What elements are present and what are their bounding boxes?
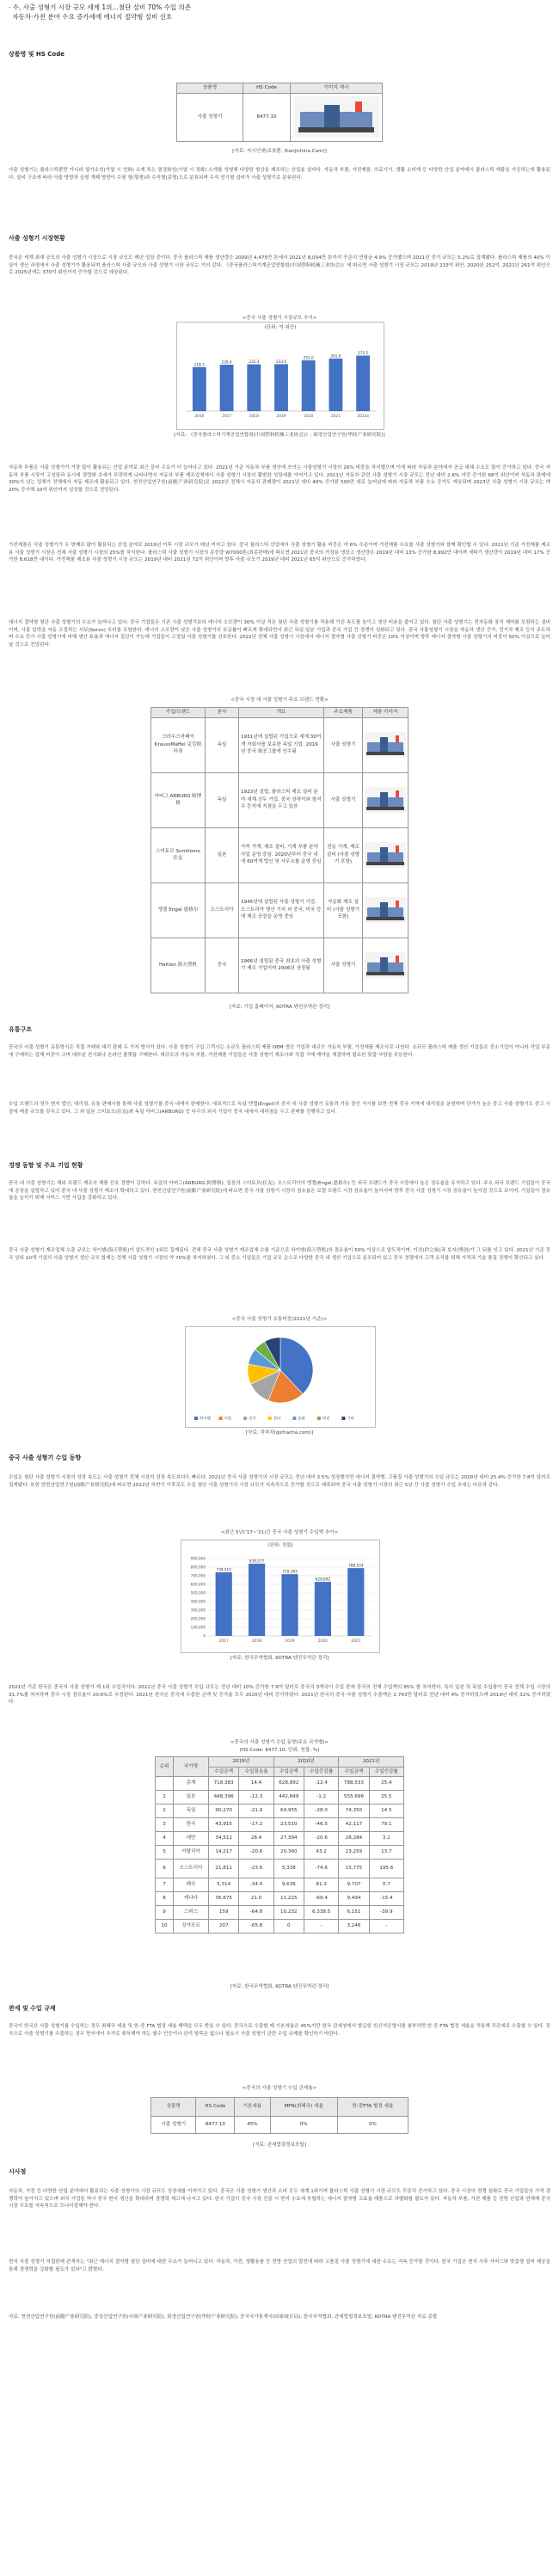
import-value: 36,675 (209, 1892, 239, 1906)
y-tick-label: 100,000 (190, 1625, 206, 1630)
import-value: -46.5 (304, 1818, 339, 1832)
company-name: 크라우스마페이 KraussMaffei 克劳斯玛菲 (151, 717, 206, 772)
import-value: 20,360 (273, 1846, 304, 1860)
data-label: 788,533 (348, 1563, 364, 1568)
x-tick-label: 2018 (252, 1638, 262, 1644)
import-value: 207 (209, 1920, 239, 1934)
injection-machine-image (365, 842, 406, 868)
import-country: 대만 (174, 1832, 209, 1846)
injection-machine-image (365, 732, 406, 758)
import-th-growth-2020: 수입증감률 (304, 1767, 339, 1777)
import-value: 718,383 (209, 1777, 239, 1791)
import-value: 6,151 (339, 1906, 369, 1920)
company-table-caption: [자료: 기업 홈페이지, KOTRA 텐진무역관 정리] (229, 1005, 330, 1010)
bar (247, 364, 261, 410)
y-tick-label: 200,000 (190, 1616, 206, 1621)
hs-paragraph: 사출 성형기는 플라스틱뿐만 아니라 열가소성(가열 시 연화) 소재 또는 열경화성(가열 시 경화) 소재를 성형해 다양한 형상을 제조하는 산업용 설비다. 자동차 부품, 가전제품, 의료기기, 생활 소비재 등 다양한 산업 분야에서 플라스틱 제품을 가공하는데 활용된다. 설비 구조에 따라 사출 방향과 금형 개폐 방향이 수평 형(횡형)과 수직형(종형)으로 분류되며 수직 전기형 설비가 사출 성형기로 분류된다. (9, 168, 550, 181)
import-value: 5,314 (209, 1878, 239, 1892)
import-value: 10,232 (273, 1906, 304, 1920)
legend-swatch (292, 1417, 296, 1420)
pie-chart-title: <중국 사출 성형기 유통비중(2021년 기준)> (231, 1317, 328, 1322)
company-th-0: 기업/브랜드 (151, 708, 206, 718)
y-tick-label: 600,000 (190, 1582, 206, 1587)
import-th-amount-2019: 수입금액 (209, 1767, 239, 1777)
import-value: 9,707 (339, 1878, 369, 1892)
tariff-td-2: 45% (235, 2117, 270, 2134)
hs-product-code: 8477.10 (243, 93, 291, 141)
import-paragraph-1: 수입은 첨단 사출 성형기 시장의 성장 속도는 사출 성형기 전체 시장의 성장 속도보다도 빠르다. 2021년 중국 사출 성형기의 시장 규모는 전년 대비 3.5% 성장했지만 에너지 절약형, 고품질 사출 성형기의 수입 규모는 2020년 대비 25.4% 증가한 7.8억 달러로 집계됐다. 또한 현전산업연구원(前瞻产业研究院)에 따르면 2022년 하반기 이후로도 수입 첨단 사출 성형기의 시장 규모가 지속적으로 증가할 것으로 예측되며 중국 사출 성형기 시장의 최근 5년 간 사출 성형기 수입 추세는 다음과 같다. (9, 1475, 550, 1488)
injection-machine-image (365, 897, 406, 923)
import-rank: 5 (156, 1846, 174, 1860)
company-table-wrap (9, 707, 550, 993)
company-product-image (363, 882, 408, 938)
import-value: 555,696 (339, 1791, 369, 1804)
legend-label: 진다 (273, 1417, 281, 1422)
market-chart-title: <중국 사출 성형기 시장규모 추이> (242, 316, 317, 321)
import-rank: 9 (156, 1906, 174, 1920)
x-tick-label: 2017 (218, 1638, 229, 1644)
market-section-title: 사출 성형기 시장현황 (9, 235, 65, 242)
import-value: - (369, 1920, 403, 1934)
import-value: 21.0 (239, 1892, 273, 1906)
hs-product-name: 사출 성형기 (177, 93, 243, 141)
import-value: 6,338.5 (304, 1906, 339, 1920)
import-paragraph-2: 2021년 기준 한국은 중국의 사출 성형기 제 1위 수입국이다. 2021년 중국 사출 성형기 수입 규모는 전년 대비 10% 증가한 7.9억 달러로 중국의 3개국이 수입 중에 중국의 전체 수입액의 85% 를 차지한다. 특히 일본 및 독일 수입품이 중국 전체 수입 시장의 31.7%를 차지하며 중국 시장 점유율이 20.6%로 추정된다. 2021년 한국은 중국에 수출한 금액 및 증가율 모두 2020년 대비 증가하였다. 2021년 한국의 중국 사출 성형기 수출액은 2,743만 달러로 전년 대비 4% 증가하였으며 2019년 대비 32% 증가하였다. (9, 1685, 550, 1706)
company-hq: 일본 (206, 827, 239, 882)
data-label: 233.0 (276, 359, 286, 364)
company-product: 사출 성형기 (324, 772, 363, 827)
implication-paragraph-1: 자동차, 가전 등 다양한 산업 분야에서 활용되는 사출 성형기의 시장 규모도 성장세를 이어가고 있다. 중국은 사출 성형기 생산과 소비 모두 세계 1위이며 플라스틱 사출 성형기 시장 규모도 꾸준히 증가하고 있다. 중국 시장의 경쟁 심화로 중국 기업들의 가격 경쟁력이 높아지고 있으며 외국 기업들 역시 중국 현지 생산을 확대하며 경쟁력 제고에 나서고 있다. 한국 기업이 중국 시장 진출 시 현지 수요에 부합하는 에너지 절약형 고효율 제품으로 차별화할 필요가 있다. 자동차 부품, 가전 제품 등 전방 산업과 연계해 중국 시장 수요를 지속적으로 모니터링해야 한다. (9, 2189, 550, 2210)
import-value: 788,533 (339, 1777, 369, 1791)
bar (281, 1574, 298, 1636)
import-row (156, 1818, 404, 1832)
competition-paragraph-2: 중국 사출 성형기 제조업체 수출 규모는 하이톈(海天塑机)이 압도적인 1위로 집계된다. 전체 중국 사출 성형기 제조업체 수를 기준으로 하이톈(海天塑机)의 점유율이 50% 이상으로 압도적이며, 이전(伊之密)과 보지(博创)가 그 뒤를 잇고 있다. 2021년 기준 중국 상위 10개 기업의 사출 성형기 생산 규모 합계는 전체 사출 성형기 시장의 약 70%를 차지하였다. 그 외 중소 기업들은 기업 규모 순으로 다양한 중국 내 생산 기업으로 분포되어 있고 중국 경쟁에서 고객 유치를 위해 가격과 기술 품질 경쟁이 확산되고 있다. (9, 1248, 550, 1261)
sources-line: 자료: 현전산업연구원(前瞻产业研究院), 중상산업연구원(中商产业研究院), 화경산업연구원(华经产业研究院), 중국국가통계국(国家统计局), 한국무역협회, 관세법령정보포털, KOTRA 텐진무역관 자료 종합 (9, 2315, 438, 2320)
import-value: 15,775 (339, 1860, 369, 1878)
market-chart-caption: [자료: 《중국플라스틱기계공업연합회(中国塑料机械工业协会)》, 화경산업연구원(华经产业研究院)] (174, 433, 385, 438)
hs-table-wrap (9, 83, 550, 142)
company-row (151, 882, 408, 938)
import-value: -23.6 (239, 1860, 273, 1878)
company-row (151, 827, 408, 882)
company-th-1: 본사 (206, 708, 239, 718)
hs-th-image: 이미지 예시 (291, 83, 383, 94)
hs-section (9, 50, 550, 59)
import-value: -28.0 (304, 1804, 339, 1818)
import-row (156, 1878, 404, 1892)
y-tick-label: 900,000 (190, 1556, 206, 1561)
import-value: 42,117 (339, 1818, 369, 1832)
import-value: 74,350 (339, 1804, 369, 1818)
import-value: 14,217 (209, 1846, 239, 1860)
legend-swatch (341, 1417, 345, 1420)
import-value: 23,259 (339, 1846, 369, 1860)
import-value: 0 (273, 1920, 304, 1934)
import-value: -65.8 (239, 1920, 273, 1934)
import-table-subtitle: (HS Code: 8477.10, 단위: 천불, %) (239, 1748, 320, 1753)
tariff-td-4: 0% (337, 2117, 408, 2134)
y-tick-label: 300,000 (190, 1608, 206, 1613)
company-hq: 독일 (206, 717, 239, 772)
import-country: 태국 (174, 1878, 209, 1892)
import-value: 25.5 (369, 1791, 403, 1804)
legend-swatch (194, 1417, 198, 1420)
import-rank: 10 (156, 1920, 174, 1934)
import-chart-box (181, 1540, 380, 1653)
company-product-image (363, 827, 408, 882)
company-desc: 1931년에 설립된 기업으로 세계 30여개 자회사를 보유한 독일 기업. 2016년 중국 화공그룹에 인수됨 (239, 717, 324, 772)
import-value: -20.6 (239, 1846, 273, 1860)
import-table-wrap (9, 1756, 550, 1934)
import-value: 13.7 (369, 1846, 403, 1860)
market-paragraph-1: 중국은 세계 최대 규모의 사출 성형기 시장으로 시장 규모도 매년 성장 중이다. 중국 플라스틱 제품 생산량은 2009년 4,475만 톤에서 2021년 8,004만 톤까지 꾸준히 연평균 4.9% 증가했으며 2021년 중기 규모는 5.2%로 집계됐다. 플라스틱 제품의 40% 이상이 생산 과정에서 사출 성형기가 활용되며 플라스틱 사출 규모와 사출 성형기 시장 규모는 거의 같다. 《중국플라스틱기계공업연합회(中国塑料机械工业协会)》에 따르면 사출 성형기 시장 규모는 2019년 233억 위안, 2020년 252억, 2021년 261억 위안으로 2025년에는 370억 위안까지 증가할 것으로 예상된다. (9, 255, 550, 276)
market-chart-box (176, 322, 384, 430)
y-tick-label: 0 (203, 1633, 206, 1638)
injection-machine-image (365, 787, 406, 813)
company-product: 자동화 제조 설비 (사출 성형기 포함) (324, 882, 363, 938)
bar (216, 1572, 232, 1636)
legend-label: 보지 (249, 1417, 256, 1422)
tariff-paragraph: 중국이 한국산 사출 성형기를 수입하는 경우 최혜국 세율 및 한-중 FTA 협정 세율 혜택을 모두 받을 수 있다. 중국으로 수출할 때 기본세율은 45%지만 한국 관세청에서 발급한 원산지증명서를 첨부하면 한·중 FTA 협정 세율을 적용해 무관세로 수출할 수 있다. 중국으로 사출 성형기를 수출하는 경우 현지에서 추가로 취득해야 하는 필수 인증이나 관리 항목은 없으나 필요시 사출 성형기 관련 수입 규제를 확인하기 바란다. (9, 2024, 550, 2037)
import-value: 11,225 (273, 1892, 304, 1906)
import-country: 한국 (174, 1818, 209, 1832)
import-value: 3,246 (339, 1920, 369, 1934)
import-row (156, 1846, 404, 1860)
bar (220, 365, 234, 411)
import-row (156, 1832, 404, 1846)
import-table-caption: [자료: 한국무역협회, KOTRA 텐진무역관 정리] (230, 1984, 329, 1989)
import-value: 14.5 (369, 1804, 403, 1818)
y-tick-label: 400,000 (190, 1599, 206, 1604)
pie-chart-box (185, 1326, 376, 1428)
import-value: -74.6 (304, 1860, 339, 1878)
import-country: 오스트리아 (174, 1860, 209, 1878)
company-desc: 1923년 설립, 플라스틱 제조 설비 분야 세계 선두 기업. 중국 상하이와 항저우 등지에 지점을 두고 있음 (239, 772, 324, 827)
import-value: 159 (209, 1906, 239, 1920)
company-hq: 독일 (206, 772, 239, 827)
import-value: -21.9 (239, 1804, 273, 1818)
import-value: 43,915 (209, 1818, 239, 1832)
x-tick-label: 2020 (317, 1638, 328, 1644)
company-th-3: 주요제품 (324, 708, 363, 718)
import-value: 64,955 (273, 1804, 304, 1818)
x-tick-label: 2016 (194, 414, 205, 419)
company-desc: 1945년에 설립된 사출 성형기 기업. 오스트리아 생산 기지 외 중국, 미국 등에 제조 공장을 운영 중임 (239, 882, 324, 938)
company-name: 엥겔 Engel 恩格尔 (151, 882, 206, 938)
company-desc: 1966년 설립된 중국 최초의 사출 성형기 제조 기업이며 2006년 상장됨 (239, 938, 324, 993)
distribution-paragraph-2: 수입 브랜드의 경우 현지 법인, 대리점, 유통 판매사를 통해 사출 성형기를 중국 내에서 판매한다. 대표적으로 독일 엔겔(Engel)의 중국 내 사출 성형기 유통과 가동 중인 지사를 보면 전체 중국 지역에 대리점을 운영하며 단가가 높은 중고 사출 성형기도 중고 시장에 매출 규모를 갖추고 있다. 그 외 일본 스미토모(住友)와 독일 아버그(ARBURG) 등 다수의 외국 기업이 중국 내에서 대리점을 두고 판매를 진행하고 있다. (9, 1102, 550, 1115)
bar (356, 355, 370, 411)
import-rank: 6 (156, 1860, 174, 1878)
import-th-2020: 2020년 (273, 1757, 339, 1768)
import-value: 79.1 (369, 1818, 403, 1832)
import-value: 3.2 (369, 1832, 403, 1846)
import-row (156, 1892, 404, 1906)
import-value: 9,494 (339, 1892, 369, 1906)
company-product: 사출 성형기 (324, 717, 363, 772)
import-value: 448,396 (209, 1791, 239, 1804)
legend-label: 이전 (224, 1417, 232, 1422)
import-value: -34.4 (239, 1878, 273, 1892)
import-value: 34,511 (209, 1832, 239, 1846)
import-rank: 7 (156, 1878, 174, 1892)
import-country: 일본 (174, 1791, 209, 1804)
hs-caption: [자료: 지시인넷(로봇뿐, Xianjichina.Com)] (232, 149, 327, 154)
x-tick-label: 2017 (221, 414, 232, 419)
import-chart-title: <최근 5년('17~'21)간 중국 사출 성형기 수입액 추이> (220, 1530, 339, 1535)
import-value: 27,394 (273, 1832, 304, 1846)
data-label: 839,577 (249, 1559, 265, 1564)
tariff-th-2: 기본세율 (235, 2098, 270, 2117)
data-label: 628,892 (315, 1577, 331, 1582)
hs-th-name: 상품명 (177, 83, 243, 94)
bar (315, 1582, 331, 1636)
market-paragraph-2: 자동차 부품은 사출 성형기가 가장 많이 활용되는 산업 분야로 최근 들어 수요가 더 늘어나고 있다. 2021년 기준 자동차 부품 생산에 쓰이는 사출성형기 시장의 26% 비중을 차지했으며 이에 따라 자동차 분야에서 공급 대체 수요도 많이 증가하고 있다. 중국 자동차 부품 시장이 고성장과 동시에 경량화 추세가 뚜렷하게 나타나면서 자동차 부품 제조업체에서 사출 성형기 시장의 활발한 성장세를 이어가고 있다. 2021년 자동차 관련 사출 성형기 시장 규모는 전년 대비 2.6% 약진 증가한 68억 위안이며 자동차 판매에 30%가 넘는 업체가 전체에서 자동 제조에 활용되고 있다. 현전산업연구원(前瞻产业研究院)은 2022년 전체시 자동차 판매량이 2021년 대비 40% 증가한 500만 대로 늘어남에 따라 자동차 부품 수요 증가도 예상되며 2023년 사출 성형기 시장 규모는 약 20% 증가해 10억 위안까지 성장할 것으로 전망된다. (9, 465, 550, 493)
company-name: Haitian 海天塑机 (151, 938, 206, 993)
company-row (151, 938, 408, 993)
import-value: 628,892 (273, 1777, 304, 1791)
import-rank: 3 (156, 1818, 174, 1832)
tariff-section (9, 2004, 550, 2013)
bar (302, 360, 316, 411)
market-section (9, 234, 550, 243)
import-th-growth-2021: 수입증감률 (369, 1767, 403, 1777)
import-table-title: <중국의 사출 성형기 수입 동향(주요 국가별)> (230, 1740, 329, 1745)
import-chart-unit: (단위: 천불) (267, 1543, 293, 1548)
competition-paragraph-1: 중국 내 사출 성형기는 해외 브랜드 제조사 제품 선호 경향이 강하다. 독일의 아버그(ARBURG,阿博格), 일본의 스미토모(住友), 오스트리아의 엥겔(Engel,恩格尔) 등 외국 브랜드가 중국 시장에서 높은 점유율을 유지하고 있다. 주요 외국 브랜드 기업들이 중국에 공장을 설립하고 있어 중국 내 사출 성형기 제조가 확대되고 있다. 현전산업연구원(前瞻产业研究院)에 따르면 중국 사출 성형기 시장의 점유율은 로컬 브랜드 시장 점유율이 높아지며 향후 중국 사출 성형기 시장 점유율이 높아질 것으로 보이며, 기업들이 점유율을 늘리기 위해 서비스 기반 사업을 강화하고 있다. (9, 1181, 550, 1202)
import-value: 195.6 (369, 1860, 403, 1878)
import-th-rank: 순위 (156, 1757, 174, 1777)
import-value: - (304, 1920, 339, 1934)
data-label: 232.3 (249, 359, 260, 364)
import-value: -39.9 (369, 1906, 403, 1920)
import-country: 총계 (174, 1777, 209, 1791)
tariff-section-title: 관세 및 수입 규제 (9, 2005, 56, 2012)
competition-section (9, 1161, 550, 1171)
import-chart-caption: [자료: 한국무역협회, KOTRA 텐진무역관 정리] (230, 1656, 329, 1661)
injection-machine-image (293, 96, 379, 138)
tariff-table (150, 2097, 408, 2134)
legend-label: 둥화 (298, 1417, 305, 1422)
company-th-4: 제품 이미지 (363, 708, 408, 718)
import-row (156, 1777, 404, 1791)
import-country: 이탈리아 (174, 1846, 209, 1860)
import-th-2021: 2021년 (339, 1757, 404, 1768)
bar (347, 1568, 364, 1636)
x-tick-label: 2021 (351, 1638, 361, 1644)
hs-section-title: 상품명 및 HS Code (9, 51, 64, 58)
import-value: 21,811 (209, 1860, 239, 1878)
company-product-image (363, 772, 408, 827)
company-row (151, 772, 408, 827)
tariff-table-caption: [자료: 관세법령정보포털] (252, 2143, 307, 2148)
company-product-image (363, 717, 408, 772)
data-label: 718,383 (282, 1569, 298, 1574)
import-th-amount-2021: 수입금액 (339, 1767, 369, 1777)
hs-th-code: HS Code (243, 83, 291, 94)
tariff-table-wrap (9, 2097, 550, 2134)
hs-table (176, 83, 383, 142)
legend-label: 력진 (322, 1417, 330, 1422)
import-value: 442,849 (273, 1791, 304, 1804)
import-row (156, 1791, 404, 1804)
import-row (156, 1920, 404, 1934)
distribution-section (9, 1025, 550, 1035)
import-rank: 8 (156, 1892, 174, 1906)
import-value: 81.3 (304, 1878, 339, 1892)
import-country: 싱가포르 (174, 1920, 209, 1934)
x-tick-label: 2021 (330, 414, 341, 419)
company-name: 스미토모 Sumitomo 住友 (151, 827, 206, 882)
headline-1-text: 수, 사출 성형기 시장 규모 세계 1위…첨단 설비 70% 수입 의존 (12, 3, 192, 11)
import-row (156, 1804, 404, 1818)
import-value: -64.8 (239, 1906, 273, 1920)
import-th-amount-2020: 수입금액 (273, 1767, 304, 1777)
x-tick-label: 2020 (304, 414, 314, 419)
x-tick-label: 2022e (357, 414, 370, 419)
headline-2 (9, 13, 550, 22)
import-rank: 4 (156, 1832, 174, 1846)
x-tick-label: 2019 (276, 414, 286, 419)
distribution-paragraph-1: 중국의 사출 성형기 유통방식은 직접 거래와 대리 판매 두 가지 방식이 있다. 사출 성형기 구입 고객사는 소규모 플라스틱 제품 OEM 생산 기업과 대규모 자동차 부품, 가전제품 제조사로 나뉜다. 소규모 플라스틱 제품 생산 기업들은 중소기업이 아니라 작업 부문에 구매하는 업체 비중이 크며 대부분 전시회나 온라인 플랫폼 구매한다. 대규모의 자동차 부품, 가전제품 기업들은 사출 성형기 제조사와 직접 구매 계약을 체결하며 필요한 맞춤 사양을 주문한다. (9, 1045, 550, 1058)
distribution-section-title: 유통구조 (9, 1026, 33, 1033)
bar (274, 364, 288, 411)
import-value: -69.4 (304, 1892, 339, 1906)
legend-swatch (268, 1417, 272, 1420)
legend-label: 하이톈 (200, 1417, 211, 1422)
market-chart-unit: (단위: 억 위안) (264, 325, 297, 330)
y-tick-label: 700,000 (190, 1573, 206, 1578)
import-th-country: 국가명 (174, 1757, 209, 1777)
company-hq: 중국 (206, 938, 239, 993)
import-value: 0.7 (369, 1878, 403, 1892)
import-th-2019: 2019년 (209, 1757, 274, 1768)
distribution-pie-chart (186, 1327, 375, 1427)
tariff-th-0: 상품명 (151, 2098, 196, 2117)
import-value: -17.2 (239, 1818, 273, 1832)
tariff-th-4: 한-중FTA 협정 세율 (337, 2098, 408, 2117)
import-section-title: 중국 사출 성형기 수입 동향 (9, 1454, 82, 1461)
import-value: -12.4 (304, 1777, 339, 1791)
company-desc: 가죽 가게, 제조 설비, 기계 부품 분야 사업 운영 중임. 2020년부터 중국 내에 60여개 법인 및 사무소를 운영 중임 (239, 827, 324, 882)
import-value: 9,636 (273, 1878, 304, 1892)
tariff-th-3: MFN(최혜국) 세율 (270, 2098, 337, 2117)
legend-swatch (219, 1417, 223, 1420)
implication-section-title: 시사점 (9, 2168, 27, 2175)
tariff-td-1: 8477.10 (196, 2117, 235, 2134)
import-value: 23,510 (273, 1818, 304, 1832)
legend-label: 기타 (347, 1417, 354, 1422)
tariff-td-0: 사출 성형기 (151, 2117, 196, 2134)
import-country: 캐나다 (174, 1892, 209, 1906)
company-product: 사출 성형기 (324, 938, 363, 993)
import-section (9, 1454, 550, 1463)
import-value: 14.4 (239, 1777, 273, 1791)
market-size-chart (177, 332, 384, 425)
import-table (155, 1756, 404, 1934)
import-rank (156, 1777, 174, 1791)
company-table-title: <중국 시장 내 사출 성형기 주요 브랜드 현황> (230, 698, 329, 703)
x-tick-label: 2018 (249, 414, 259, 419)
company-hq: 오스트리아 (206, 882, 239, 938)
data-label: 218.3 (194, 362, 205, 367)
import-value: -12.3 (239, 1791, 273, 1804)
y-tick-label: 800,000 (190, 1565, 206, 1570)
company-product: 전동 기계, 제조 설비 (사출 성형기 포함) (324, 827, 363, 882)
import-value: 90,270 (209, 1804, 239, 1818)
implication-section (9, 2167, 550, 2177)
headline-2-text: 자동차·가전 분야 수요 증가세에 에너지 절약형 설비 선호 (12, 12, 173, 21)
data-label: 230.4 (221, 360, 232, 365)
data-label: 275.5 (358, 350, 369, 355)
import-value: 5,338 (273, 1860, 304, 1878)
import-value-chart (181, 1550, 379, 1650)
tariff-table-title: <중국의 사출 성형기 수입 관세율> (242, 2086, 317, 2091)
import-value: 43.2 (304, 1846, 339, 1860)
import-rank: 2 (156, 1804, 174, 1818)
import-value: 28.4 (239, 1832, 273, 1846)
legend-swatch (317, 1417, 321, 1420)
data-label: 252.0 (303, 355, 314, 360)
company-th-2: 개요 (239, 708, 324, 718)
competition-section-title: 경쟁 동향 및 주요 기업 현황 (9, 1162, 83, 1169)
injection-machine-image (365, 952, 406, 978)
import-row (156, 1860, 404, 1878)
import-value: -1.2 (304, 1791, 339, 1804)
bar (249, 1564, 265, 1636)
tariff-td-3: 0% (270, 2117, 337, 2134)
import-value: -20.6 (304, 1832, 339, 1846)
implication-paragraph-2: 현지 사출 성형기 직접판매 관계자는 "최근 에너지 절약형 첨단 설비에 대한 수요가 늘어나고 있다. 자동차, 가전, 생활용품 등 전방 산업의 발전에 따라 고품질 사출 성형기에 대한 수요는 지속 증가할 것이다. 한국 기업은 현지 사후 서비스와 맞춤형 설비 제공을 통해 경쟁력을 강화할 필요가 있다"고 밝혔다. (9, 2259, 550, 2272)
data-label: 739,519 (216, 1567, 231, 1572)
market-paragraph-3: 가전제품은 사출 성형기가 두 번째로 많이 활용되는 산업 분야로 2019년 이후 시장 규모가 매년 커지고 있다. 중국 플라스틱 산업에서 사출 성형기 활용 비중은 약 6% 수준이며 가전제품 수요를 사출 성형기와 함께 확인할 수 있다. 2021년 기준 가전제품 제조용 사출 성형기 시장은 전체 사출 성형기 시장의 25%를 차지한다. 플라스틱 사출 성형기 시장의 총중량 W7000톤(최종판매)에 따르면 2021년 중국의 가정용 냉장고 생산량은 2019년 대비 13% 증가한 8,992만 대이며 세탁기 생산량이 2019년 대비 17% 증가한 8,618만 대이다. 가전제품 제조용 사출 성형기 시장 규모는 2019년 대비 2021년 72억 위안이며 향후 사출 규모가 2019년 대비 2021년 65억 위안으로 증가하였다. (9, 543, 550, 563)
article-header (0, 0, 559, 22)
headline-1: - 수, 사출 성형기 시장 규모 세계 1위…첨단 설비 70% 수입 의존 (9, 3, 192, 11)
data-label: 261.0 (330, 354, 341, 359)
pie-chart-caption: [자료: 차차차(qichacha.com)] (245, 1430, 314, 1436)
company-name: 아버그 ARBURG 阿博格 (151, 772, 206, 827)
bar (193, 367, 206, 411)
market-paragraph-4: 에너지 절약형 첨단 사출 성형기의 수요가 늘어나고 있다. 중국 기업들은 기존 사출 성형기보다 에너지 소모량이 30% 이상 적은 첨단 사출 성형기를 적용해 가공 속도를 높이고 생산 비용을 줄이고 있다. 첨단 사출 성형기는 전자동화 장치 제어를 포함하는 설비이며, 사출 압력을 자동 조절하는 서보(Servo) 모터를 포함한다. 에너지 소모량이 낮은 사출 성형기의 보급률이 빠르게 확대되면서 최근 독일·일본 기업과 중국 기업 간 경쟁이 심화되고 있다. 중국 사출성형기 시장을 자동차 생산 증가, 전기차 제조 등이 주도하며 수요 증가 사출 성형기에 비해 생산 효율과 에너지 절감이 가능해 기업들이 고정밀 사출 성형기를 선호한다. 2022년 전체 사출 성형기 시장에서 에너지 절약형 사출 성형기 비중은 10% 이상이며 향후 에너지 절약형 사출 성형기의 비중이 50% 이상으로 늘어날 것으로 전망된다. (9, 620, 550, 648)
company-product-image (363, 938, 408, 993)
import-country: 독일 (174, 1804, 209, 1818)
import-value: -15.4 (369, 1892, 403, 1906)
company-row (151, 717, 408, 772)
import-row (156, 1906, 404, 1920)
import-th-share-2019: 수입점유율 (239, 1767, 273, 1777)
tariff-th-1: HS Code (196, 2098, 235, 2117)
import-country: 스위스 (174, 1906, 209, 1920)
import-value: 28,284 (339, 1832, 369, 1846)
x-tick-label: 2019 (285, 1638, 295, 1644)
hs-product-image-cell (291, 93, 383, 141)
y-tick-label: 500,000 (190, 1590, 206, 1595)
import-value: 25.4 (369, 1777, 403, 1791)
import-rank: 1 (156, 1791, 174, 1804)
company-table (150, 707, 408, 993)
bar (329, 359, 343, 411)
legend-swatch (243, 1417, 247, 1420)
